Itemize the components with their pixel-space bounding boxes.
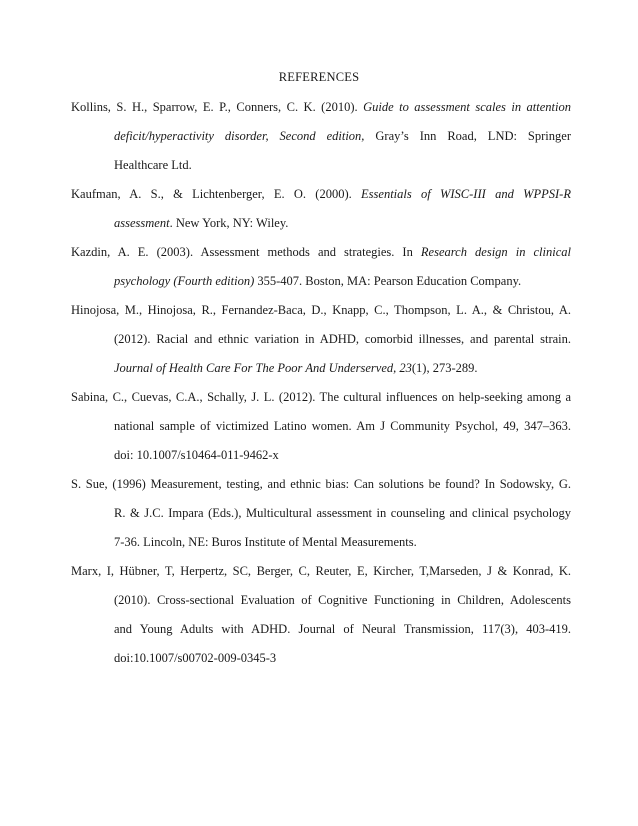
reference-italic-text: Guide to assessment scales in attention: [363, 100, 571, 114]
reference-continuation-line: [71, 157, 571, 186]
reference-continuation-line: [71, 360, 571, 389]
reference-continuation-line: [71, 534, 571, 563]
reference-list: [71, 99, 571, 679]
reference-text: Healthcare Ltd.: [114, 158, 192, 172]
reference-first-line: [71, 244, 571, 273]
reference-text: (2010). Cross-sectional Evaluation of Cognitive Functioning in Children, Adolescents: [114, 593, 571, 607]
reference-italic-text: psychology (Fourth edition): [114, 274, 255, 288]
reference-continuation-line: [71, 215, 571, 244]
reference-first-line: [71, 186, 571, 215]
reference-first-line: [71, 476, 571, 505]
reference-continuation-line: [71, 447, 571, 476]
reference-text: national sample of victimized Latino women. Am J Community Psychol, 49, 347–363.: [114, 419, 571, 433]
reference-text: . New York, NY: Wiley.: [169, 216, 289, 230]
reference-first-line: [71, 563, 571, 592]
reference-entry: [71, 302, 571, 389]
reference-italic-text: assessment: [114, 216, 170, 230]
reference-text: doi:10.1007/s00702-009-0345-3: [114, 651, 277, 665]
reference-continuation-line: [71, 621, 571, 650]
reference-entry: [71, 99, 571, 186]
reference-text: 7-36. Lincoln, NE: Buros Institute of Mental Measurements.: [114, 535, 417, 549]
reference-continuation-line: [71, 128, 571, 157]
reference-continuation-line: [71, 273, 571, 302]
reference-text: Marx, I, Hübner, T, Herpertz, SC, Berger, C, Reuter, E, Kircher, T,Marseden, J & Konrad, K.: [71, 564, 571, 578]
reference-text: Gray’s Inn Road, LND: Springer: [364, 129, 571, 143]
reference-text: and Young Adults with ADHD. Journal of Neural Transmission, 117(3), 403-419.: [114, 622, 571, 636]
reference-continuation-line: [71, 331, 571, 360]
reference-entry: [71, 563, 571, 679]
reference-continuation-line: [71, 505, 571, 534]
reference-italic-text: Journal of Health Care For The Poor And Underserved, 23: [114, 361, 412, 375]
reference-first-line: [71, 389, 571, 418]
reference-entry: [71, 476, 571, 563]
reference-text: Kaufman, A. S., & Lichtenberger, E. O. (2000).: [71, 187, 362, 201]
reference-text: Kazdin, A. E. (2003). Assessment methods and strategies. In: [71, 245, 421, 259]
reference-text: S. Sue, (1996) Measurement, testing, and ethnic bias: Can solutions be found? In Sodowsky, G.: [71, 477, 571, 491]
reference-italic-text: Research design in clinical: [420, 245, 571, 259]
reference-italic-text: Essentials of WISC-III and WPPSI-R: [361, 187, 571, 201]
reference-first-line: [71, 99, 571, 128]
reference-continuation-line: [71, 592, 571, 621]
reference-first-line: [71, 302, 571, 331]
reference-italic-text: deficit/hyperactivity disorder, Second edition,: [114, 129, 365, 143]
reference-continuation-line: [71, 418, 571, 447]
reference-text: R. & J.C. Impara (Eds.), Multicultural assessment in counseling and clinical psychology: [114, 506, 571, 520]
page-title: REFERENCES: [278, 70, 360, 84]
reference-text: Kollins, S. H., Sparrow, E. P., Conners, C. K. (2010).: [71, 100, 364, 114]
reference-text: Hinojosa, M., Hinojosa, R., Fernandez-Baca, D., Knapp, C., Thompson, L. A., & Christou, A.: [71, 303, 571, 317]
reference-text: (1), 273-289.: [411, 361, 478, 375]
reference-entry: [71, 244, 571, 302]
reference-text: doi: 10.1007/s10464-011-9462-x: [114, 448, 279, 462]
reference-text: Sabina, C., Cuevas, C.A., Schally, J. L. (2012). The cultural influences on help-seeking among a: [71, 390, 571, 404]
reference-text: 355-407. Boston, MA: Pearson Education Company.: [254, 274, 522, 288]
reference-entry: [71, 186, 571, 244]
reference-entry: [71, 389, 571, 476]
reference-continuation-line: [71, 650, 571, 679]
reference-text: (2012). Racial and ethnic variation in ADHD, comorbid illnesses, and parental strain.: [114, 332, 571, 346]
